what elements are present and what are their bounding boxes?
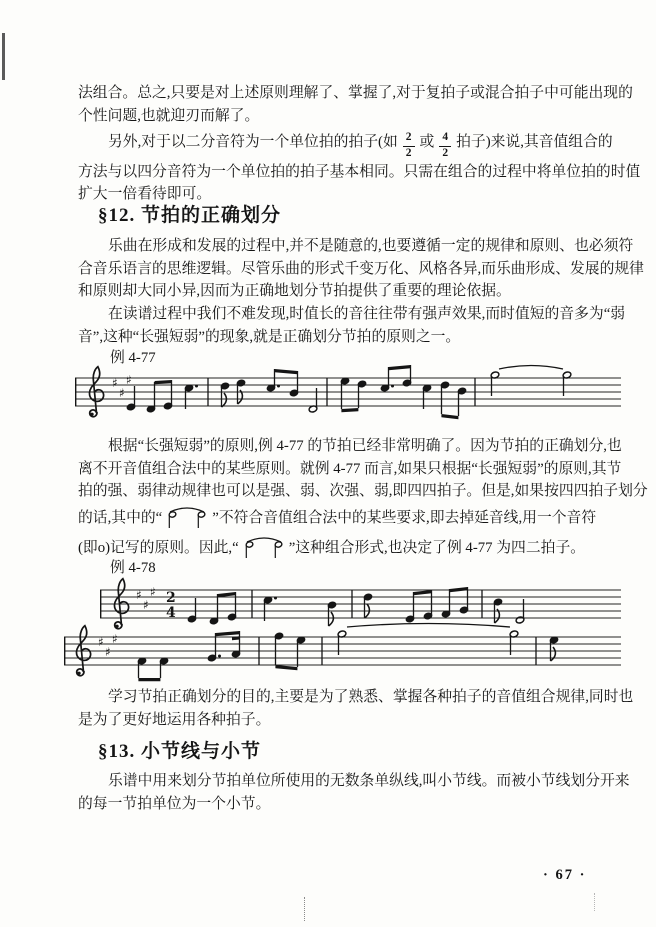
text-segment: ”不符合音值组合法中的某些要求,即去掉延音线,用一个音符 — [212, 509, 597, 526]
text-line: 扩大一倍看待即可。 — [78, 186, 212, 203]
sharp-icon: ♯ — [112, 632, 118, 646]
text-segment: 另外,对于以二分音符为一个单位拍的拍子(如 — [108, 134, 398, 150]
scan-speck — [594, 893, 595, 911]
paragraph-intro-2 — [78, 126, 641, 206]
paragraph-13-1 — [78, 770, 630, 815]
sharp-icon: ♯ — [126, 373, 132, 387]
paragraph-12-3 — [78, 435, 648, 563]
tied-half-notes-icon — [242, 533, 286, 559]
sharp-icon: ♯ — [98, 635, 104, 649]
text-segment: 拍子)来说,其音值组合的 — [456, 134, 613, 150]
text-segment: (即o)记写的原则。因此,“ — [78, 539, 239, 556]
sharp-icon: ♯ — [143, 598, 149, 612]
text-line: 合音乐语言的思维逻辑。尽管乐曲的形式千变万化、风格各异,而乐曲形成、发展的规律 — [78, 260, 644, 277]
augmentation-dot — [218, 655, 221, 658]
text-line-with-fractions — [78, 126, 623, 161]
text-segment: 的话,其中的“ — [78, 509, 163, 526]
text-line: 乐谱中用来划分节拍单位所使用的无数条单纵线,叫小节线。而被小节线划分开来 — [108, 773, 630, 789]
text-line: 乐曲在形成和发展的过程中,并不是随意的,也要遵循一定的规律和原则、也必须符 — [108, 238, 634, 254]
page-number: · 67 · — [543, 867, 587, 883]
tie — [499, 366, 563, 370]
tie — [347, 624, 510, 628]
beam — [216, 631, 240, 636]
beam — [218, 592, 236, 597]
music-example-4-78-line-2 — [64, 621, 621, 691]
text-line: 根据“长强短弱”的原则,例 4-77 的节拍已经非常明确了。因为节拍的正确划分,也 — [108, 438, 622, 454]
text-line: 个性问题,也就迎刃而解了。 — [78, 107, 260, 124]
fraction-numerator: 4 — [439, 131, 451, 146]
augmentation-dot — [391, 385, 394, 388]
sharp-icon: ♯ — [119, 386, 125, 400]
beam — [441, 414, 458, 419]
text-segment: 或 — [419, 134, 435, 150]
text-segment: ”这种组合形式,也决定了例 4-77 为四二拍子。 — [288, 539, 586, 556]
text-line: 方法与以四分音符为一个单位拍的拍子基本相同。只需在组合的过程中将单位拍的时值 — [78, 163, 641, 180]
beam — [450, 587, 468, 592]
paragraph-12-4 — [78, 686, 634, 731]
example-label-4-78: 例 4-78 — [110, 560, 156, 576]
fraction-numerator: 2 — [403, 131, 415, 146]
time-signature-top: 2 — [166, 590, 176, 606]
augmentation-dot — [277, 385, 280, 388]
time-signature-bottom: 4 — [166, 605, 176, 621]
scan-speck — [304, 897, 305, 921]
example-label-4-77: 例 4-77 — [110, 350, 156, 366]
text-line: 拍的强、弱律动规律也可以是强、弱、次强、弱,即四四拍子。但是,如果按四四拍子划分 — [78, 483, 648, 499]
beam — [414, 590, 432, 595]
note-flag — [222, 393, 227, 407]
text-line: 是为了更好地运用各种拍子。 — [78, 711, 271, 728]
beam — [341, 408, 358, 412]
text-line-with-notation — [78, 503, 623, 533]
text-line: 学习节拍正确划分的目的,主要是为了熟悉、掌握各种拍子的音值组合规律,同时也 — [108, 689, 634, 705]
sharp-icon: ♯ — [150, 585, 156, 599]
text-line: 法组合。总之,只要是对上述原则理解了、掌握了,对于复拍子或混合拍子中可能出现的 — [78, 85, 633, 101]
beam — [389, 365, 411, 370]
beam — [155, 380, 172, 384]
paragraph-12-1 — [78, 235, 644, 303]
section-heading-13: §13. 小节线与小节 — [98, 741, 262, 762]
text-line: 离不开音值组合法中的某些原则。就例 4-77 而言,如果只根据“长强短弱”的原则,其节 — [78, 460, 622, 477]
text-line: 和原则却大同小异,因而为正确地划分节拍提供了重要的理论依据。 — [78, 283, 511, 299]
sharp-icon: ♯ — [136, 588, 142, 602]
time-signature-2-2 — [403, 131, 415, 161]
beam — [275, 665, 297, 670]
music-example-4-77 — [75, 362, 621, 432]
tied-half-notes-icon — [165, 503, 209, 529]
time-signature-4-2 — [439, 131, 451, 161]
fraction-denominator: 2 — [442, 147, 449, 159]
section-heading-12: §12. 节拍的正确划分 — [98, 205, 282, 226]
sharp-icon: ♯ — [105, 645, 111, 659]
fraction-denominator: 2 — [405, 147, 412, 159]
scan-edge-line — [2, 33, 5, 80]
staff-svg — [64, 621, 621, 683]
paragraph-12-2 — [78, 303, 626, 348]
text-line: 音”,这种“长强短弱”的现象,就是正确划分节拍的原则之一。 — [78, 328, 461, 345]
beam — [138, 678, 160, 681]
text-line: 在读谱过程中我们不难发现,时值长的音往往带有强声效果,而时值短的音多为“弱 — [108, 306, 626, 322]
augmentation-dot — [195, 385, 198, 388]
beam — [275, 369, 298, 374]
note-flag — [551, 647, 556, 661]
text-line: 的每一节拍单位为一个小节。 — [78, 795, 271, 812]
paragraph-intro-1 — [78, 82, 633, 127]
augmentation-dot — [274, 597, 277, 600]
staff-svg — [75, 362, 621, 424]
sharp-icon: ♯ — [112, 376, 118, 390]
